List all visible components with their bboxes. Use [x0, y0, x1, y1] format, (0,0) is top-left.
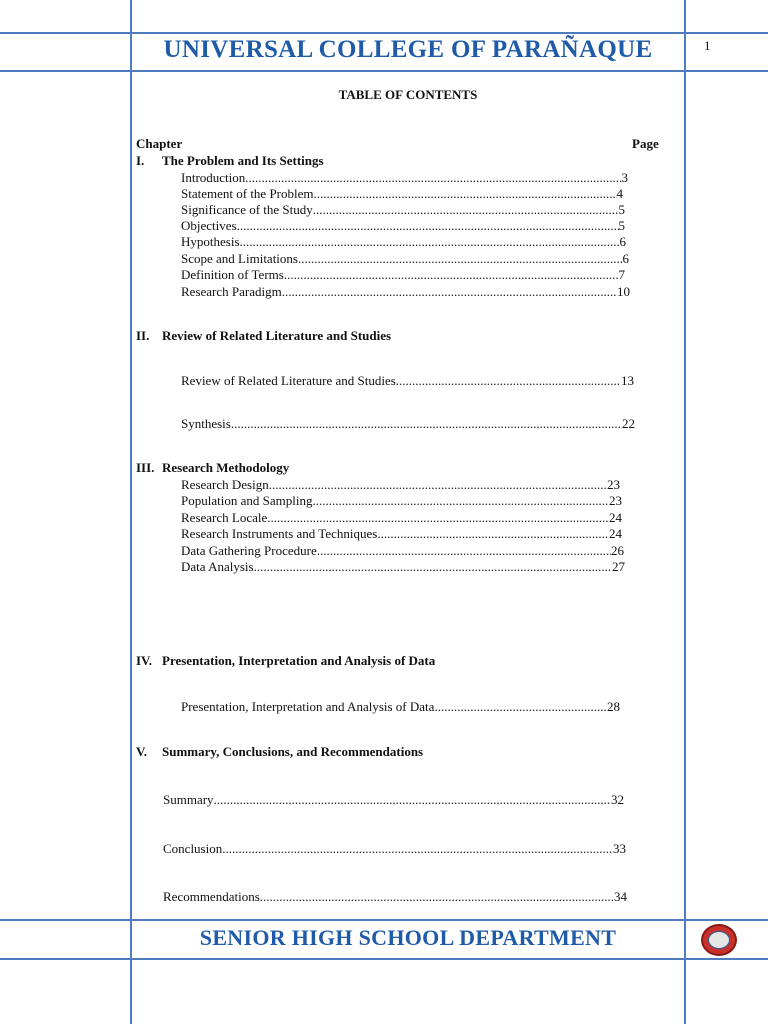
leader-dots	[222, 841, 613, 857]
toc-entry-page: 4	[616, 186, 623, 201]
toc-entry-label: Data Analysis	[181, 559, 254, 574]
leader-dots	[267, 510, 609, 526]
department-name-footer: SENIOR HIGH SCHOOL DEPARTMENT	[199, 925, 617, 950]
leader-dots	[231, 416, 622, 432]
toc-entry-label: Statement of the Problem	[181, 186, 314, 201]
top-rule	[0, 32, 768, 34]
header-bottom-rule	[0, 70, 768, 72]
toc-entry-page: 13	[621, 373, 634, 388]
leader-dots	[214, 792, 611, 808]
toc-entry-page: 6	[619, 234, 626, 249]
toc-entry-page: 26	[611, 543, 624, 558]
leader-dots	[314, 186, 617, 202]
toc-entry[interactable]	[181, 416, 635, 432]
toc-entry-page: 10	[617, 284, 630, 299]
leader-dots	[237, 218, 619, 234]
section-heading	[136, 744, 423, 760]
toc-entry-page: 32	[611, 792, 624, 807]
section-number: II.	[136, 328, 150, 343]
toc-entry-label: Objectives	[181, 218, 237, 233]
section-title: Review of Related Literature and Studies	[162, 328, 392, 343]
section-title: The Problem and Its Settings	[162, 153, 324, 168]
leader-dots	[254, 559, 612, 575]
seal-center	[708, 931, 730, 949]
document-title: TABLE OF CONTENTS	[338, 87, 478, 102]
toc-entry-page: 28	[607, 699, 620, 714]
toc-entry[interactable]	[181, 373, 634, 389]
toc-entry-label: Significance of the Study	[181, 202, 313, 217]
leader-dots	[260, 889, 614, 905]
toc-entry[interactable]	[163, 841, 626, 857]
toc-entry-label: Research Locale	[181, 510, 268, 525]
toc-entry-label: Review of Related Literature and Studies	[181, 373, 396, 388]
toc-entry-page: 33	[613, 841, 626, 856]
toc-entry-label: Population and Sampling	[181, 493, 313, 508]
section-title: Research Methodology	[162, 460, 290, 475]
toc-entry[interactable]	[181, 267, 625, 283]
school-name-header: UNIVERSAL COLLEGE OF PARAÑAQUE	[163, 36, 653, 63]
toc-entry[interactable]	[181, 186, 623, 202]
toc-entry-label: Definition of Terms	[181, 267, 284, 282]
right-margin-rule	[684, 0, 686, 1024]
section-title: Summary, Conclusions, and Recommendations	[162, 744, 424, 759]
toc-entry-page: 7	[618, 267, 625, 282]
toc-entry-label: Summary	[163, 792, 214, 807]
toc-entry[interactable]	[163, 792, 624, 808]
toc-entry-label: Research Paradigm	[181, 284, 282, 299]
leader-dots	[284, 267, 619, 283]
footer-top-rule	[0, 919, 768, 921]
toc-entry-page: 27	[612, 559, 625, 574]
toc-entry[interactable]	[181, 170, 628, 186]
school-seal-icon	[701, 924, 737, 956]
leader-dots	[245, 170, 621, 186]
section-heading	[136, 153, 324, 169]
toc-entry[interactable]	[181, 543, 624, 559]
toc-entry[interactable]	[181, 218, 625, 234]
toc-entry-label: Synthesis	[181, 416, 231, 431]
toc-entry-label: Conclusion	[163, 841, 223, 856]
section-number: III.	[136, 460, 155, 475]
toc-entry[interactable]	[181, 510, 622, 526]
leader-dots	[312, 493, 609, 509]
page-number: 1	[704, 38, 711, 53]
toc-entry-label: Scope and Limitations	[181, 251, 298, 266]
toc-entry-label: Introduction	[181, 170, 246, 185]
toc-entry[interactable]	[181, 234, 626, 250]
leader-dots	[240, 234, 620, 250]
toc-entry-label: Hypothesis	[181, 234, 240, 249]
section-number: V.	[136, 744, 147, 759]
toc-entry-page: 24	[609, 510, 622, 525]
leader-dots	[298, 251, 623, 267]
section-number: IV.	[136, 653, 153, 668]
leader-dots	[282, 284, 617, 300]
toc-entry[interactable]	[181, 559, 625, 575]
toc-entry-label: Research Instruments and Techniques	[181, 526, 378, 541]
toc-entry-page: 24	[609, 526, 622, 541]
toc-entry-page: 3	[621, 170, 628, 185]
toc-entry[interactable]	[181, 251, 629, 267]
toc-entry[interactable]	[181, 526, 622, 542]
section-number: I.	[136, 153, 145, 168]
leader-dots	[313, 202, 619, 218]
section-heading	[136, 653, 435, 669]
toc-entry[interactable]	[163, 889, 627, 905]
toc-entry-label: Research Design	[181, 477, 269, 492]
toc-entry-page: 23	[609, 493, 622, 508]
toc-entry[interactable]	[181, 493, 622, 509]
toc-entry-label: Presentation, Interpretation and Analysis of Data	[181, 699, 435, 714]
toc-entry-page: 6	[622, 251, 629, 266]
leader-dots	[434, 699, 607, 715]
toc-entry[interactable]	[181, 699, 620, 715]
toc-entry-label: Recommendations	[163, 889, 260, 904]
toc-entry[interactable]	[181, 477, 620, 493]
leader-dots	[396, 373, 621, 389]
chapter-column-heading: Chapter	[136, 136, 183, 151]
toc-entry-page: 23	[607, 477, 620, 492]
toc-entry-label: Data Gathering Procedure	[181, 543, 317, 558]
toc-entry-page: 22	[622, 416, 635, 431]
toc-entry-page: 5	[618, 218, 625, 233]
section-heading	[136, 460, 289, 476]
left-margin-rule	[130, 0, 132, 1024]
page-column-heading: Page	[632, 136, 659, 151]
leader-dots	[269, 477, 607, 493]
section-title: Presentation, Interpretation and Analysis of Data	[162, 653, 436, 668]
leader-dots	[377, 526, 609, 542]
toc-entry[interactable]	[181, 202, 625, 218]
section-heading	[136, 328, 391, 344]
toc-entry-page: 34	[614, 889, 627, 904]
toc-entry-page: 5	[618, 202, 625, 217]
leader-dots	[317, 543, 611, 559]
toc-entry[interactable]	[181, 284, 630, 300]
footer-bottom-rule	[0, 958, 768, 960]
